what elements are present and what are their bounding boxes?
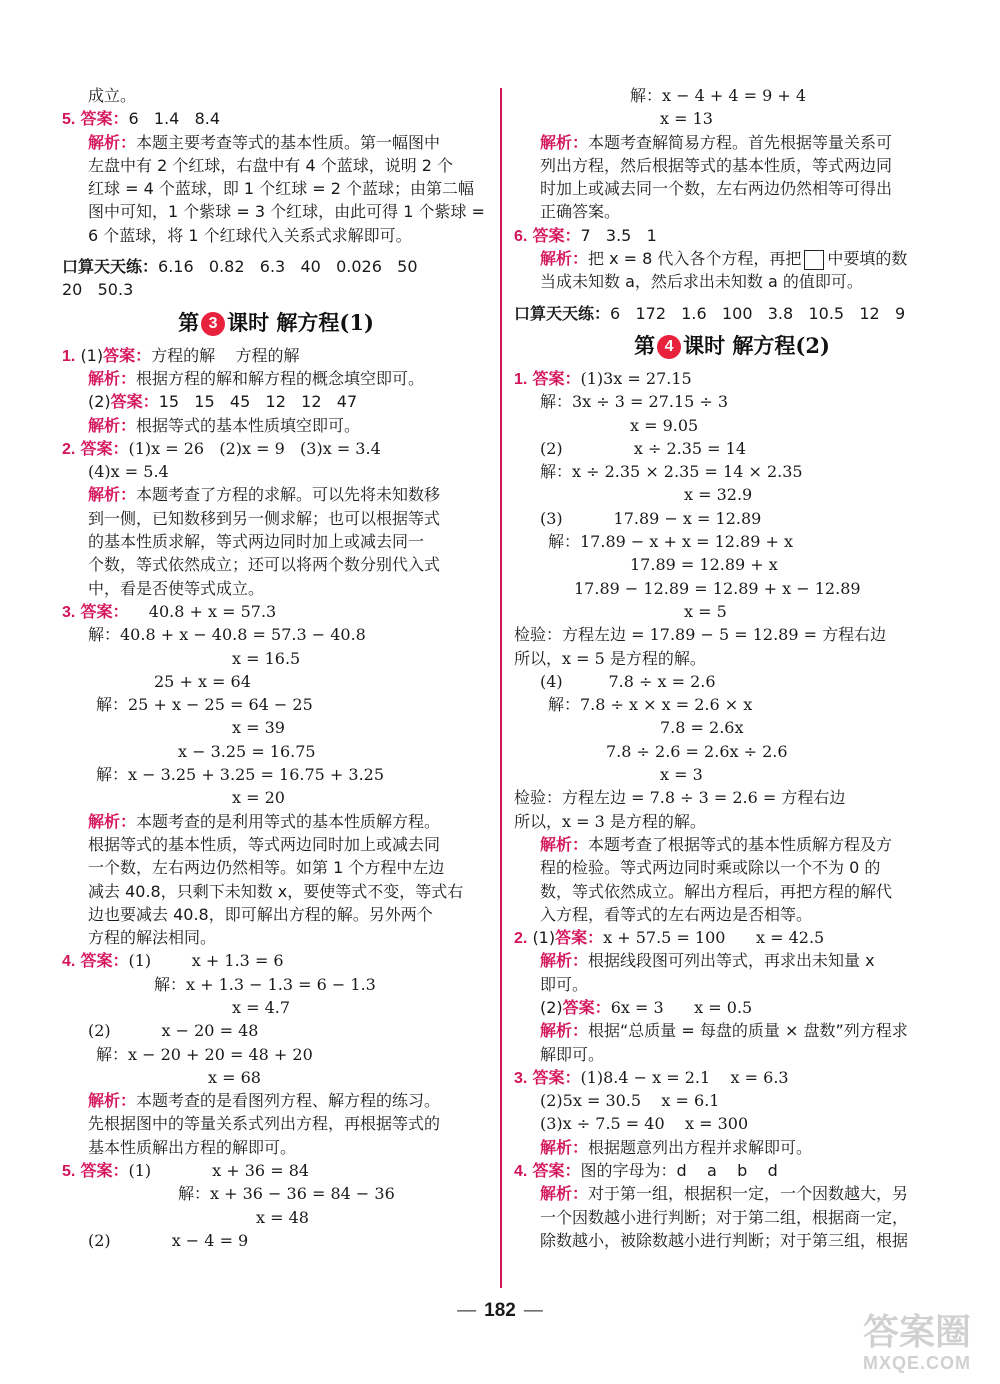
equation-line: 解：40.8 + x − 40.8 = 57.3 − 40.8 — [88, 625, 366, 645]
text-line: 方程的解法相同。 — [88, 928, 217, 948]
question-number: 3. — [514, 1069, 528, 1087]
kousuan-text: 6.16 0.82 6.3 40 0.026 50 — [158, 257, 418, 277]
text-line: 即可。 — [540, 974, 589, 994]
question-number: 5. — [62, 1163, 76, 1181]
answer-line: (2)5x = 30.5 x = 6.1 — [540, 1091, 720, 1111]
text-line: 基本性质解出方程的解即可。 — [88, 1137, 297, 1157]
equation-line: 17.89 − 12.89 = 12.89 + x − 12.89 — [574, 578, 861, 598]
text-line: 一个数，左右两边仍然相等。如第 1 个方程中左边 — [88, 858, 445, 878]
lesson-title-3: 第 3 课时 解方程(1) — [178, 309, 374, 335]
check-line: 所以，x = 3 是方程的解。 — [514, 811, 706, 831]
text-line: 边也要减去 40.8，即可解出方程的解。另外两个 — [88, 904, 433, 924]
text-line: 先根据图中的等量关系式列出方程，再根据等式的 — [88, 1114, 441, 1134]
analysis-label: 解析： — [540, 951, 589, 971]
answer-label: 答案： — [80, 951, 129, 971]
watermark-logo: 答案圈 MXQE.COM — [862, 1311, 971, 1373]
question-number: 4. — [514, 1163, 528, 1181]
answer-text: 6 1.4 8.4 — [128, 109, 221, 129]
answer-label: 答案： — [80, 109, 129, 129]
equation-line: x = 68 — [208, 1067, 261, 1087]
equation-line: x = 4.7 — [232, 997, 291, 1017]
right-column: 解：x − 4 + 4 = 9 + 4 x = 13 解析：本题考查解简易方程。首先根据等量关系可 列出方程，然后根据等式的基本性质，等式两边同 时加上或减去同一个数，左右两边仍然相等可得出 正确答案。 6. 答案：7 3.5 1 解析：把 x = 8 代入各个方程，再把 中要填的数 当成未知数 a，然后求出未知数 a 的值即可。 口算天天练：6 172 1.6 100 3.8 10.5 12 9 第 4 课时 解方程(2) 1. 答案：(1)3x = 27.15 解：3x ÷ 3 = 27.15 ÷ 3 x = 9.05 (2) x ÷ 2.35 = 14 解：x ÷ 2.35 × 2.35 = 14 × 2.35 x = 32.9 (3) 17.89 − x = 12.89 解：17.89 − x + x = 12.89 + x 17.89 = 12.89 + x 17.89 − 12.89 = 12.89 + x − 12.89 x = 5 检验：方程左边 = 17.89 − 5 = 12.89 = 方程右边 所以，x = 5 是方程的解。 (4) 7.8 ÷ x = 2.6 解：7.8 ÷ x × x = 2.6 × x 7.8 = 2.6x 7.8 ÷ 2.6 = 2.6x ÷ 2.6 x = 3 检验：方程左边 = 7.8 ÷ 3 = 2.6 = 方程右边 所以，x = 3 是方程的解。 解析：本题考查了根据等式的基本性质解方程及方 程的检验。等式两边同时乘或除以一个不为 0 的 数，等式依然成立。解出方程后，再把方程的解代 入方程，看等式的左右两边是否相等。 2. (1)答案：x + 57.5 = 100 x = 42.5 解析：根据线段图可列出等式，再求出未知量 x 即可。 (2)答案：6x = 3 x = 0.5 解析：根据“总质量 = 每盘的质量 × 盘数”列方程求 解即可。 3. 答案：(1)8.4 − x = 2.1 x = 6.3 (2)5x = 30.5 x = 6.1 (3)x ÷ 7.5 = 40 x = 300 解析：根据题意列出方程并求解即可。 4. 答案：图的字母为：d a b d 解析：对于第一组，根据积一定，一个因数越大，另 一个因数越小进行判断；对于第二组，根据商一定， 除数越小，被除数越小进行判断；对于第三组，根据 — [514, 84, 950, 1252]
equation-line: x = 39 — [232, 718, 285, 738]
analysis-label: 解析： — [540, 1021, 589, 1041]
lesson-number-badge: 3 — [201, 312, 225, 336]
answer-label: 答案： — [80, 1161, 129, 1181]
text-line: 列出方程，然后根据等式的基本性质，等式两边同 — [540, 155, 893, 175]
equation-line: (2) x − 4 = 9 — [88, 1230, 249, 1250]
question-number: 1. — [62, 347, 76, 365]
empty-box-icon — [804, 250, 824, 270]
analysis-label: 解析： — [88, 368, 137, 388]
analysis-label: 解析： — [540, 834, 589, 854]
equation-line: 7.8 = 2.6x — [660, 718, 744, 738]
text-line: 到一侧，已知数移到另一侧求解；也可以根据等式 — [88, 508, 441, 528]
equation-line: 解：7.8 ÷ x × x = 2.6 × x — [548, 695, 753, 715]
equation-line: x = 13 — [660, 109, 713, 129]
answer-label: 答案： — [532, 1161, 581, 1181]
text-line: 左盘中有 2 个红球，右盘中有 4 个蓝球，说明 2 个 — [88, 155, 454, 175]
lesson-title-4: 第 4 课时 解方程(2) — [634, 332, 830, 358]
question-number: 2. — [514, 930, 528, 948]
equation-line: (2) x − 20 = 48 — [88, 1021, 259, 1041]
equation-line: 解：25 + x − 25 = 64 − 25 — [96, 695, 313, 715]
check-line: 检验：方程左边 = 7.8 ÷ 3 = 2.6 = 方程右边 — [514, 788, 846, 808]
text-line: 个数，等式依然成立；还可以将两个数分别代入式 — [88, 555, 441, 575]
question-number: 4. — [62, 953, 76, 971]
equation-line: x = 16.5 — [232, 648, 301, 668]
analysis-label: 解析： — [88, 1091, 137, 1111]
equation-line: 解：x + 1.3 − 1.3 = 6 − 1.3 — [154, 974, 376, 994]
column-divider — [500, 88, 502, 1288]
question-number: 3. — [62, 603, 76, 621]
answer-label: 答案： — [110, 392, 159, 412]
text-line: 解即可。 — [540, 1044, 605, 1064]
check-line: 检验：方程左边 = 17.89 − 5 = 12.89 = 方程右边 — [514, 625, 887, 645]
equation-line: 解：x + 36 − 36 = 84 − 36 — [178, 1184, 395, 1204]
answer-label: 答案： — [532, 1067, 581, 1087]
question-number: 5. — [62, 111, 76, 129]
equation-line: 解：x − 3.25 + 3.25 = 16.75 + 3.25 — [96, 765, 385, 785]
text-line: 成立。 — [88, 86, 137, 105]
equation-line: x = 32.9 — [684, 485, 753, 505]
analysis-label: 解析： — [540, 1184, 589, 1204]
answer-label: 答案： — [532, 225, 581, 245]
equation-line: x = 3 — [660, 765, 703, 785]
equation-line: x = 20 — [232, 788, 285, 808]
answer-label: 答案： — [80, 438, 129, 458]
question-number: 6. — [514, 227, 528, 245]
analysis-label: 解析： — [540, 249, 589, 269]
equation-line: 解：x − 4 + 4 = 9 + 4 — [630, 86, 807, 105]
equation-line: x = 48 — [256, 1207, 309, 1227]
equation-line: 解：x − 20 + 20 = 48 + 20 — [96, 1044, 313, 1064]
text-line: 图中可知，1 个紫球 = 3 个红球，由此可得 1 个紫球 = — [88, 202, 485, 222]
equation-line: (2) x ÷ 2.35 = 14 — [540, 438, 747, 458]
analysis-text: 本题主要考查等式的基本性质。第一幅图中 — [136, 132, 441, 152]
text-line: 当成未知数 a，然后求出未知数 a 的值即可。 — [540, 272, 863, 292]
equation-line: (4) 7.8 ÷ x = 2.6 — [540, 671, 716, 691]
text-line: 的基本性质求解，等式两边同时加上或减去同一 — [88, 532, 425, 552]
text-line: 中，看是否使等式成立。 — [88, 578, 265, 598]
kousuan-label: 口算天天练： — [514, 303, 611, 323]
equation-line: x = 9.05 — [630, 415, 699, 435]
equation-line: 17.89 = 12.89 + x — [630, 555, 778, 575]
answer-label: 答案： — [555, 928, 604, 948]
analysis-label: 解析： — [540, 1137, 589, 1157]
equation-line: 解：x ÷ 2.35 × 2.35 = 14 × 2.35 — [540, 462, 803, 482]
analysis-label: 解析： — [88, 811, 137, 831]
equation-line: 25 + x = 64 — [154, 671, 251, 691]
equation-line: x − 3.25 = 16.75 — [178, 741, 316, 761]
equation-line: x = 5 — [684, 601, 727, 621]
answer-label: 答案： — [562, 997, 611, 1017]
text-line: 一个因数越小进行判断；对于第二组，根据商一定， — [540, 1207, 909, 1227]
lesson-number-badge: 4 — [657, 335, 681, 359]
answer-line: (3)x ÷ 7.5 = 40 x = 300 — [540, 1114, 749, 1134]
text-line: 根据等式的基本性质，等式两边同时加上或减去同 — [88, 834, 441, 854]
equation-line: 解：17.89 − x + x = 12.89 + x — [548, 532, 793, 552]
text-line: (4)x = 5.4 — [88, 462, 169, 482]
question-number: 1. — [514, 370, 528, 388]
text-line: 程的检验。等式两边同时乘或除以一个不为 0 的 — [540, 858, 881, 878]
analysis-label: 解析： — [88, 415, 137, 435]
equation-line: 7.8 ÷ 2.6 = 2.6x ÷ 2.6 — [606, 741, 788, 761]
text-line: 时加上或减去同一个数，左右两边仍然相等可得出 — [540, 179, 893, 199]
text-line: 除数越小，被除数越小进行判断；对于第三组，根据 — [540, 1230, 909, 1250]
text-line: 减去 40.8，只剩下未知数 x，要使等式不变，等式右 — [88, 881, 464, 901]
kousuan-text-2: 20 50.3 — [62, 280, 134, 300]
page-number: — 182 — — [440, 1300, 560, 1322]
left-column: 成立。 5. 答案：6 1.4 8.4 解析：本题主要考查等式的基本性质。第一幅图中 左盘中有 2 个红球，右盘中有 4 个蓝球，说明 2 个 红球 = 4 个蓝球，即 1 个红球 = 2 个蓝球；由第二幅 图中可知，1 个紫球 = 3 个红球，由此可得 1 个紫球 = 6 个蓝球，将 1 个红球代入关系式求解即可。 口算天天练：6.16 0.82 6.3 40 0.026 50 20 50.3 第 3 课时 解方程(1) 1. (1)答案：方程的解 方程的解 解析：根据方程的解和解方程的概念填空即可。 (2)答案：15 15 45 12 12 47 解析：根据等式的基本性质填空即可。 2. 答案：(1)x = 26 (2)x = 9 (3)x = 3.4 (4)x = 5.4 解析：本题考查了方程的求解。可以先将未知数移 到一侧，已知数移到另一侧求解；也可以根据等式 的基本性质求解，等式两边同时加上或减去同一 个数，等式依然成立；还可以将两个数分别代入式 中，看是否使等式成立。 3. 答案： 40.8 + x = 57.3 解：40.8 + x − 40.8 = 57.3 − 40.8 x = 16.5 25 + x = 64 解：25 + x − 25 = 64 − 25 x = 39 x − 3.25 = 16.75 解：x − 3.25 + 3.25 = 16.75 + 3.25 x = 20 解析：本题考查的是利用等式的基本性质解方程。 根据等式的基本性质，等式两边同时加上或减去同 一个数，左右两边仍然相等。如第 1 个方程中左边 减去 40.8，只剩下未知数 x，要使等式不变，等式右 边也要减去 40.8，即可解出方程的解。另外两个 方程的解法相同。 4. 答案：(1) x + 1.3 = 6 解：x + 1.3 − 1.3 = 6 − 1.3 x = 4.7 (2) x − 20 = 48 解：x − 20 + 20 = 48 + 20 x = 68 解析：本题考查的是看图列方程、解方程的练习。 先根据图中的等量关系式列出方程，再根据等式的 基本性质解出方程的解即可。 5. 答案：(1) x + 36 = 84 解：x + 36 − 36 = 84 − 36 x = 48 (2) x − 4 = 9 — [62, 84, 490, 1252]
analysis-label: 解析： — [540, 132, 589, 152]
question-number: 2. — [62, 440, 76, 458]
equation-line: (3) 17.89 − x = 12.89 — [540, 508, 762, 528]
check-line: 所以，x = 5 是方程的解。 — [514, 648, 706, 668]
answer-label: 答案： — [532, 368, 581, 388]
answer-label: 答案： — [103, 345, 152, 365]
kousuan-label: 口算天天练： — [62, 257, 159, 277]
text-line: 红球 = 4 个蓝球，即 1 个红球 = 2 个蓝球；由第二幅 — [88, 179, 475, 199]
answer-label: 答案： — [80, 601, 129, 621]
equation-line: 解：3x ÷ 3 = 27.15 ÷ 3 — [540, 392, 729, 412]
analysis-label: 解析： — [88, 485, 137, 505]
text-line: 6 个蓝球，将 1 个红球代入关系式求解即可。 — [88, 225, 412, 245]
text-line: 数，等式依然成立。解出方程后，再把方程的解代 — [540, 881, 893, 901]
kousuan-text: 6 172 1.6 100 3.8 10.5 12 9 — [610, 303, 906, 323]
analysis-label: 解析： — [88, 132, 137, 152]
text-line: 入方程，看等式的左右两边是否相等。 — [540, 904, 813, 924]
text-line: 正确答案。 — [540, 202, 621, 222]
